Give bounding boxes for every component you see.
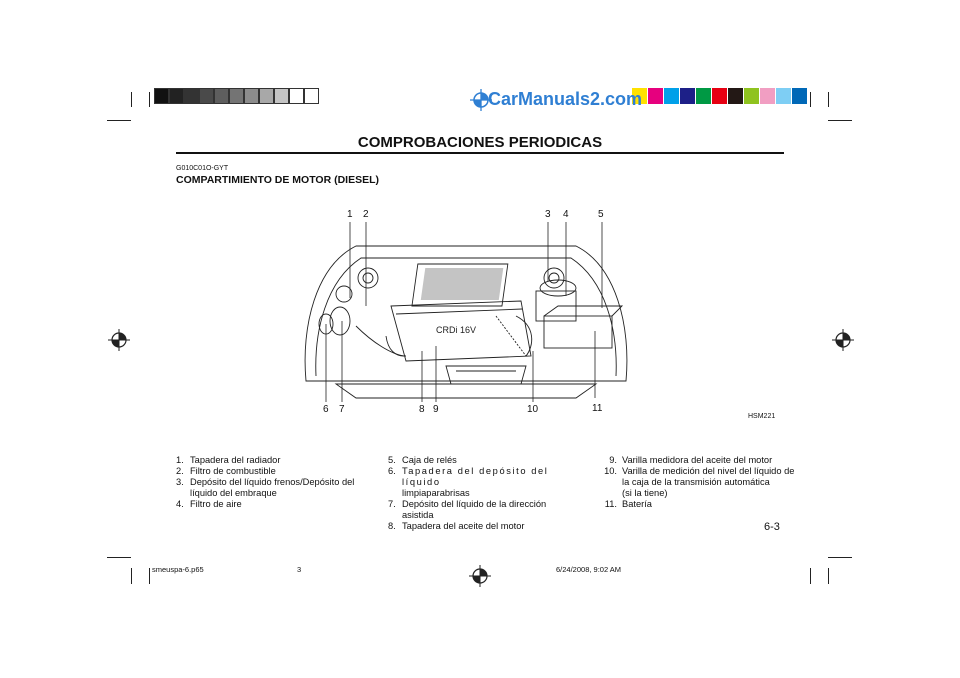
registration-mark-left	[108, 329, 130, 351]
page-number: 6-3	[764, 521, 780, 533]
legend-text: la caja de la transmisión automática	[622, 477, 770, 487]
callout-3: 3	[545, 209, 551, 220]
figure-code: HSM221	[748, 413, 776, 420]
callout-9: 9	[433, 404, 439, 415]
calibration-swatch	[274, 88, 289, 104]
watermark-text: CarManuals2.com	[488, 89, 643, 109]
legend-num: 11.	[604, 499, 617, 509]
section-title: COMPARTIMIENTO DE MOTOR (DIESEL)	[176, 174, 380, 186]
calibration-swatch	[712, 88, 728, 104]
registration-mark-bottom	[469, 565, 491, 587]
calibration-swatch	[154, 88, 169, 104]
legend-num: 6.	[388, 466, 396, 476]
legend-text: limpiaparabrisas	[402, 488, 470, 498]
footer-file: smeuspa-6.p65	[152, 565, 204, 574]
legend-text: Batería	[622, 499, 652, 509]
legend-item-continued	[176, 488, 368, 499]
legend-text: líquido del embraque	[190, 488, 277, 498]
legend-num: 8.	[388, 521, 396, 531]
legend-num: 4.	[176, 499, 184, 509]
legend-text: Tapadera del aceite del motor	[402, 521, 525, 531]
calibration-swatch	[184, 88, 199, 104]
calibration-swatch	[664, 88, 680, 104]
legend-item	[176, 455, 368, 466]
legend-text: Depósito del líquido de la dirección asistida	[402, 499, 547, 520]
calibration-swatch	[199, 88, 214, 104]
calibration-swatch	[304, 88, 319, 104]
legend-num: 10.	[604, 466, 617, 476]
calibration-swatch	[776, 88, 792, 104]
callout-2: 2	[363, 209, 369, 220]
legend-num: 3.	[176, 477, 184, 487]
calibration-swatch	[648, 88, 664, 104]
calibration-swatch	[744, 88, 760, 104]
registration-mark-right	[832, 329, 854, 351]
legend-text: Varilla de medición del nivel del líquido de	[622, 466, 795, 476]
calibration-swatch	[289, 88, 304, 104]
callout-4: 4	[563, 209, 569, 220]
legend-item	[388, 455, 580, 466]
legend-item	[596, 466, 796, 477]
callout-7: 7	[339, 404, 345, 415]
legend-num: 7.	[388, 499, 396, 509]
legend-text: Caja de relés	[402, 455, 457, 465]
legend-item-continued	[596, 477, 796, 488]
page-title: COMPROBACIONES PERIODICAS	[357, 134, 603, 151]
legend-column-2	[388, 455, 580, 532]
callout-6: 6	[323, 404, 329, 415]
legend-column-3	[596, 455, 796, 510]
legend-text: (si la tiene)	[622, 488, 668, 498]
legend-text: Depósito del líquido frenos/Depósito del	[190, 477, 355, 487]
calibration-swatch	[214, 88, 229, 104]
legend-text: Varilla medidora del aceite del motor	[622, 455, 773, 465]
legend-text: Filtro de aire	[190, 499, 242, 509]
legend-item	[388, 521, 580, 532]
legend-item	[388, 466, 580, 488]
callout-10: 10	[527, 404, 539, 415]
callout-11: 11	[592, 403, 603, 414]
footer-date: 6/24/2008, 9:02 AM	[556, 565, 622, 574]
calibration-swatch	[229, 88, 244, 104]
calibration-swatch	[169, 88, 184, 104]
calibration-swatch	[696, 88, 712, 104]
legend-text: Tapadera del radiador	[190, 455, 281, 465]
legend-text: Tapadera del depósito del líquido	[402, 466, 549, 487]
calibration-swatch	[244, 88, 259, 104]
legend-item	[176, 477, 368, 488]
legend-column-1	[176, 455, 368, 510]
legend-num: 1.	[176, 455, 184, 465]
footer-page: 3	[297, 565, 302, 574]
legend-item	[176, 499, 368, 510]
callout-8: 8	[419, 404, 425, 415]
callout-1: 1	[347, 209, 353, 220]
calibration-swatch	[259, 88, 274, 104]
calibration-swatch	[680, 88, 696, 104]
legend-num: 5.	[388, 455, 396, 465]
legend-item	[596, 499, 796, 510]
legend-item-continued	[388, 488, 580, 499]
calibration-swatch	[760, 88, 776, 104]
title-rule	[176, 152, 784, 154]
color-calibration-bar	[632, 88, 808, 104]
callout-5: 5	[598, 209, 604, 220]
legend-num: 9.	[609, 455, 617, 465]
section-code: G010C01O-GYT	[176, 165, 229, 172]
engine-cover-label: CRDi 16V	[436, 325, 477, 335]
legend-item	[176, 466, 368, 477]
legend-num: 2.	[176, 466, 184, 476]
grayscale-calibration-bar	[154, 88, 319, 104]
callout-leader-lines	[296, 206, 636, 416]
legend-text: Filtro de combustible	[190, 466, 276, 476]
legend-item	[388, 499, 580, 521]
calibration-swatch	[728, 88, 744, 104]
legend-item	[596, 455, 796, 466]
legend-item-continued	[596, 488, 796, 499]
calibration-swatch	[792, 88, 808, 104]
